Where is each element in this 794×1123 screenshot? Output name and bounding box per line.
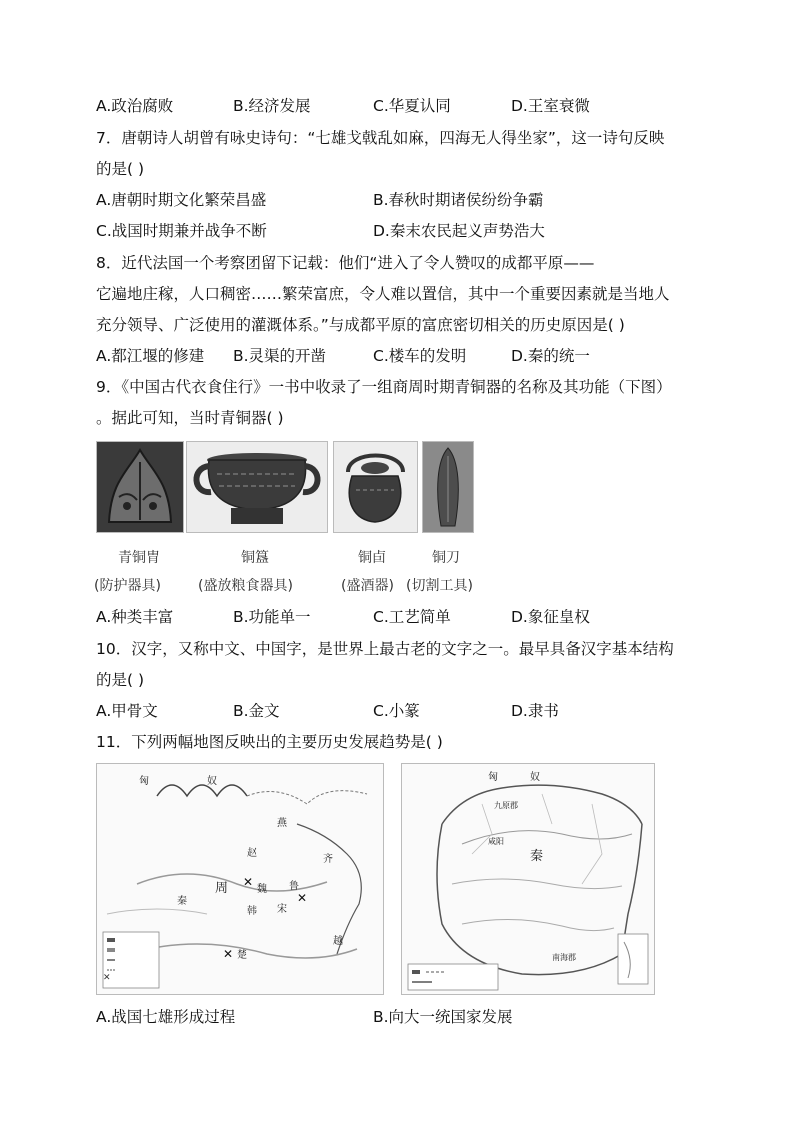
q8-option-d[interactable]: D.秦的统一 [511,347,590,365]
q9-stem-line2: 。据此可知，当时青铜器( ) [96,409,284,427]
map2-label: 南海郡 [552,953,576,962]
map1-label: 楚 [237,950,247,961]
q10-option-d[interactable]: D.隶书 [511,702,559,720]
qin-unified-map [401,763,655,995]
map1-label: 宋 [277,904,287,915]
q11-option-b[interactable]: B.向大一统国家发展 [373,1008,513,1026]
map1-label: 越 [333,936,343,947]
q10-stem-line2: 的是( ) [96,671,145,689]
q7-option-c[interactable]: C.战国时期兼并战争不断 [96,222,267,240]
bronze-you-image [333,441,418,533]
q10-option-c[interactable]: C.小篆 [373,702,420,720]
q7-option-d[interactable]: D.秦末农民起义声势浩大 [373,222,545,240]
q8-option-b[interactable]: B.灵渠的开凿 [233,347,327,365]
q9-option-b[interactable]: B.功能单一 [233,608,311,626]
warring-states-map [96,763,384,995]
q8-option-a[interactable]: A.都江堰的修建 [96,347,205,365]
map1-label: 魏 [257,884,267,895]
map2-label: 奴 [530,772,540,783]
bronze-helmet-name: 青铜胄 [118,550,160,566]
q9-stem-line1: 9．《中国古代衣食住行》一书中收录了一组商周时期青铜器的名称及其功能（下图） [96,378,672,396]
svg-text:✕: ✕ [103,973,111,983]
bronze-knife-use: (切割工具) [406,578,473,594]
bronze-helmet-image [96,441,184,533]
q9-option-c[interactable]: C.工艺简单 [373,608,451,626]
map1-label: 奴 [207,776,217,787]
bronze-gui-use: (盛放粮食器具) [198,578,293,594]
map2-label: 匈 [488,772,498,783]
map2-label: 秦 [530,849,544,864]
q6-option-b[interactable]: B.经济发展 [233,97,311,115]
bronze-gui-name: 铜簋 [241,550,269,566]
map1-label: 燕 [277,818,287,829]
bronze-you-name: 铜卣 [358,550,386,566]
q11-stem-line1: 11．下列两幅地图反映出的主要历史发展趋势是( ) [96,733,443,751]
q10-stem-line1: 10．汉字，又称中文、中国字，是世界上最古老的文字之一。最早具备汉字基本结构 [96,640,674,658]
q8-stem-line3: 充分领导、广泛使用的灌溉体系。”与成都平原的富庶密切相关的历史原因是( ) [96,316,625,334]
bronze-knife-name: 铜刀 [432,550,460,566]
bronze-knife-image [422,441,474,533]
svg-text:✕: ✕ [297,891,308,905]
q8-stem-line1: 8．近代法国一个考察团留下记载：他们“进入了令人赞叹的成都平原—— [96,254,595,272]
q9-option-a[interactable]: A.种类丰富 [96,608,174,626]
map1-label: 赵 [247,848,257,859]
bronze-gui-image [186,441,328,533]
svg-text:✕: ✕ [223,947,234,961]
map1-label: 秦 [177,896,187,907]
q11-option-a[interactable]: A.战国七雄形成过程 [96,1008,236,1026]
q7-stem-line1: 7．唐朝诗人胡曾有咏史诗句：“七雄戈戟乱如麻，四海无人得坐家”，这一诗句反映 [96,129,665,147]
map2-label: 九原郡 [494,801,518,810]
q9-option-d[interactable]: D.象征皇权 [511,608,590,626]
q6-option-d[interactable]: D.王室衰微 [511,97,590,115]
q7-option-a[interactable]: A.唐朝时期文化繁荣昌盛 [96,191,267,209]
map1-label: 鲁 [289,881,299,892]
map2-label: 咸阳 [488,837,504,846]
q7-stem-line2: 的是( ) [96,160,145,178]
svg-text:✕: ✕ [243,875,254,889]
map1-label: 周 [215,881,229,896]
q10-option-a[interactable]: A.甲骨文 [96,702,158,720]
q8-option-c[interactable]: C.楼车的发明 [373,347,467,365]
map1-label: 匈 [139,776,149,787]
q10-option-b[interactable]: B.金文 [233,702,280,720]
q8-stem-line2: 它遍地庄稼，人口稠密……繁荣富庶，令人难以置信，其中一个重要因素就是当地人 [96,285,670,303]
bronze-helmet-use: (防护器具) [94,578,161,594]
q7-option-b[interactable]: B.春秋时期诸侯纷纷争霸 [373,191,544,209]
q6-option-c[interactable]: C.华夏认同 [373,97,451,115]
map1-label: 齐 [323,854,333,865]
q6-option-a[interactable]: A.政治腐败 [96,97,174,115]
bronze-you-use: (盛酒器) [341,578,394,594]
map1-label: 韩 [247,906,257,917]
